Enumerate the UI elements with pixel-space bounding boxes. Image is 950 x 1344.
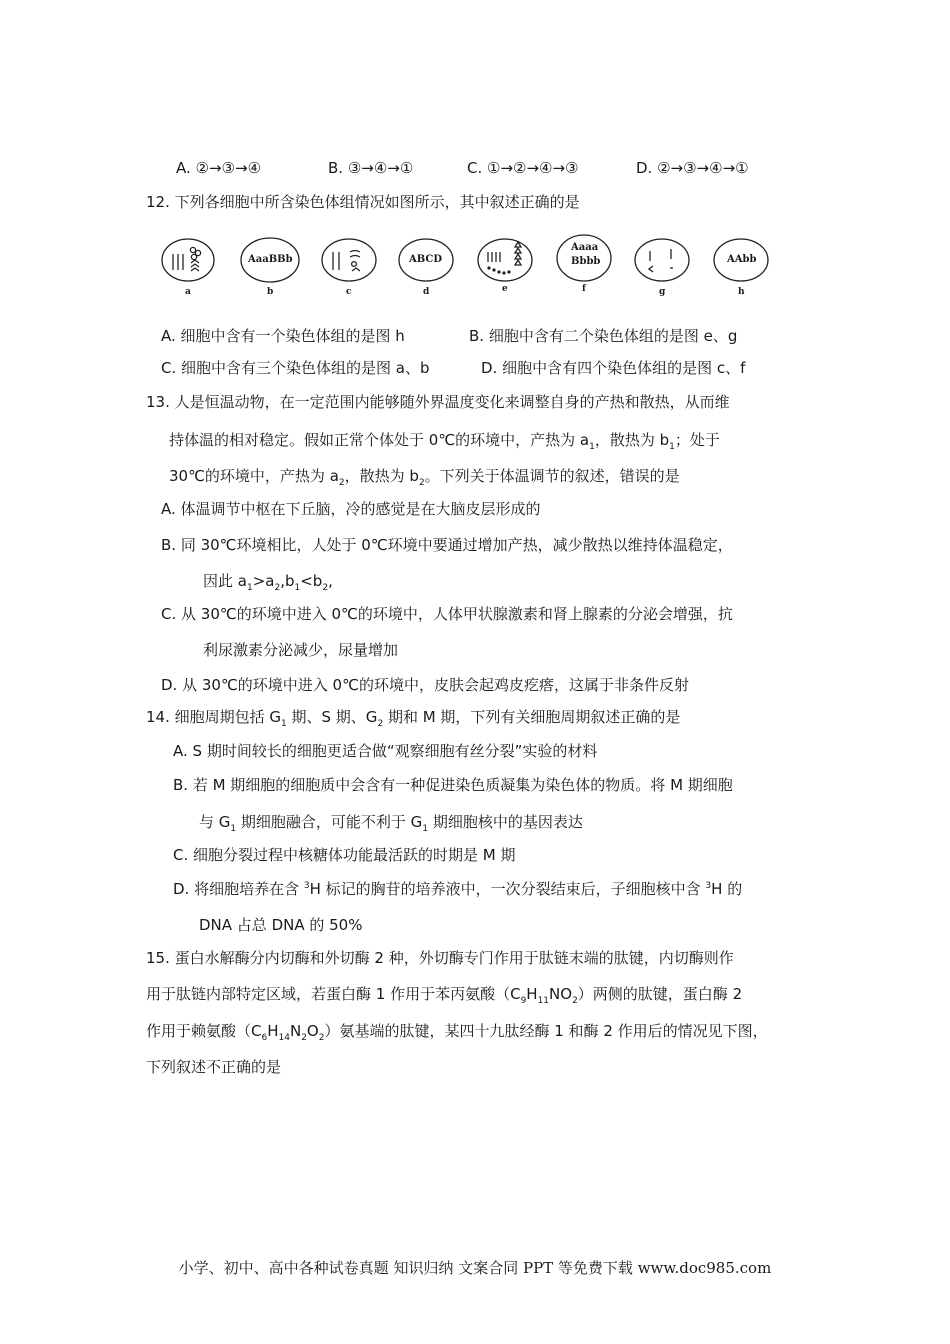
q13-option-a: A. 体温调节中枢在下丘脑，冷的感觉是在大脑皮层形成的 (161, 500, 541, 518)
q15-stem-line2: 用于肽链内部特定区域，若蛋白酶 1 作用于苯丙氨酸$(C_9H_{11}NO_2)$两侧的肽键，蛋白酶 2 (146, 985, 743, 1006)
q14-option-b-line2: 与 $G_1$ 期细胞融合，可能不利于 $G_1$ 期细胞核中的基因表达 (199, 813, 583, 834)
q15-stem-line3: 作用于赖氨酸$(C_6H_{14}N_2O_2)$氨基端的肽键，某四十九肽经酶 1 和酶 2 作用后的情况见下图， (146, 1022, 768, 1043)
cell-a (162, 239, 214, 281)
chromosome-cells-svg (150, 228, 790, 306)
q12-option-c: C. 细胞中含有三个染色体组的是图 a、b (161, 359, 430, 377)
q13-option-b-line2: 因此 $a_1>a_2,b_1<b_2$, (203, 572, 333, 593)
cell-e-label: e (502, 284, 508, 294)
q15-stem-line4: 下列叙述不正确的是 (146, 1058, 282, 1076)
q13-stem-line1: 13. 人是恒温动物，在一定范围内能够随外界温度变化来调整自身的产热和散热，从而维 (146, 393, 730, 411)
cell-h-label: h (738, 287, 745, 297)
q11-option-a: A. ②→③→④ (176, 159, 262, 177)
cell-c-label: c (346, 287, 352, 297)
cell-f-genotype-line2: Bbbb (571, 256, 601, 267)
cell-d-genotype: ABCD (409, 254, 443, 265)
q13-option-c-line2: 利尿激素分泌减少，尿量增加 (203, 641, 399, 659)
q11-option-d: D. ②→③→④→① (636, 159, 749, 177)
q13-option-d: D. 从 30℃的环境中进入 0℃的环境中，皮肤会起鸡皮疙瘩，这属于非条件反射 (161, 676, 689, 694)
q14-option-c: C. 细胞分裂过程中核糖体功能最活跃的时期是 M 期 (173, 846, 516, 864)
cell-b-label: b (267, 287, 274, 297)
q11-option-b: B. ③→④→① (328, 159, 414, 177)
q13-option-c-line1: C. 从 30℃的环境中进入 0℃的环境中，人体甲状腺激素和肾上腺素的分泌会增强，抗 (161, 605, 733, 623)
q14-option-d-line1: D. 将细胞培养在含 $^3$H 标记的胸苷的培养液中，一次分裂结束后，子细胞核中含 $^3$H 的 (173, 880, 743, 898)
cell-g-label: g (659, 287, 666, 297)
q12-option-b: B. 细胞中含有二个染色体组的是图 e、g (469, 327, 738, 345)
cell-f-label: f (582, 284, 586, 294)
q13-stem-line3: 30℃的环境中，产热为 $a_2$，散热为 $b_2$。下列关于体温调节的叙述，错误的是 (169, 467, 680, 488)
q12-option-a: A. 细胞中含有一个染色体组的是图 h (161, 327, 405, 345)
q12-option-d: D. 细胞中含有四个染色体组的是图 c、f (481, 359, 746, 377)
q12-stem: 12. 下列各细胞中所含染色体组情况如图所示，其中叙述正确的是 (146, 193, 580, 211)
q13-option-b-line1: B. 同 30℃环境相比，人处于 0℃环境中要通过增加产热，减少散热以维持体温稳定， (161, 536, 733, 554)
q13-stem-line2: 持体温的相对稳定。假如正常个体处于 0℃的环境中，产热为 $a_1$，散热为 $b_1$；处于 (169, 431, 720, 452)
cell-d-label: d (423, 287, 430, 297)
cell-g (635, 239, 689, 281)
cell-c (322, 239, 376, 281)
q14-option-a: A. S 期时间较长的细胞更适合做“观察细胞有丝分裂”实验的材料 (173, 742, 598, 760)
q14-option-b-line1: B. 若 M 期细胞的细胞质中会含有一种促进染色质凝集为染色体的物质。将 M 期细胞 (173, 776, 733, 794)
chromosome-figure (150, 228, 790, 306)
page-footer: 小学、初中、高中各种试卷真题 知识归纳 文案合同 PPT 等免费下载 www.doc985.com (178, 1259, 772, 1277)
cell-e (478, 239, 532, 281)
q15-stem-line1: 15. 蛋白水解酶分内切酶和外切酶 2 种，外切酶专门作用于肽链末端的肽键，内切酶则作 (146, 949, 734, 967)
cell-b-genotype: AaaBBb (248, 254, 293, 265)
q14-option-d-line2: DNA 占总 DNA 的 50% (199, 916, 363, 934)
q14-stem: 14. 细胞周期包括 $G_1$ 期、S 期、$G_2$ 期和 M 期，下列有关细胞周期叙述正确的是 (146, 708, 681, 729)
cell-a-label: a (185, 287, 191, 297)
q11-option-c: C. ①→②→④→③ (467, 159, 579, 177)
cell-h-genotype: AAbb (727, 254, 757, 265)
cell-f-genotype-line1: Aaaa (571, 242, 599, 253)
